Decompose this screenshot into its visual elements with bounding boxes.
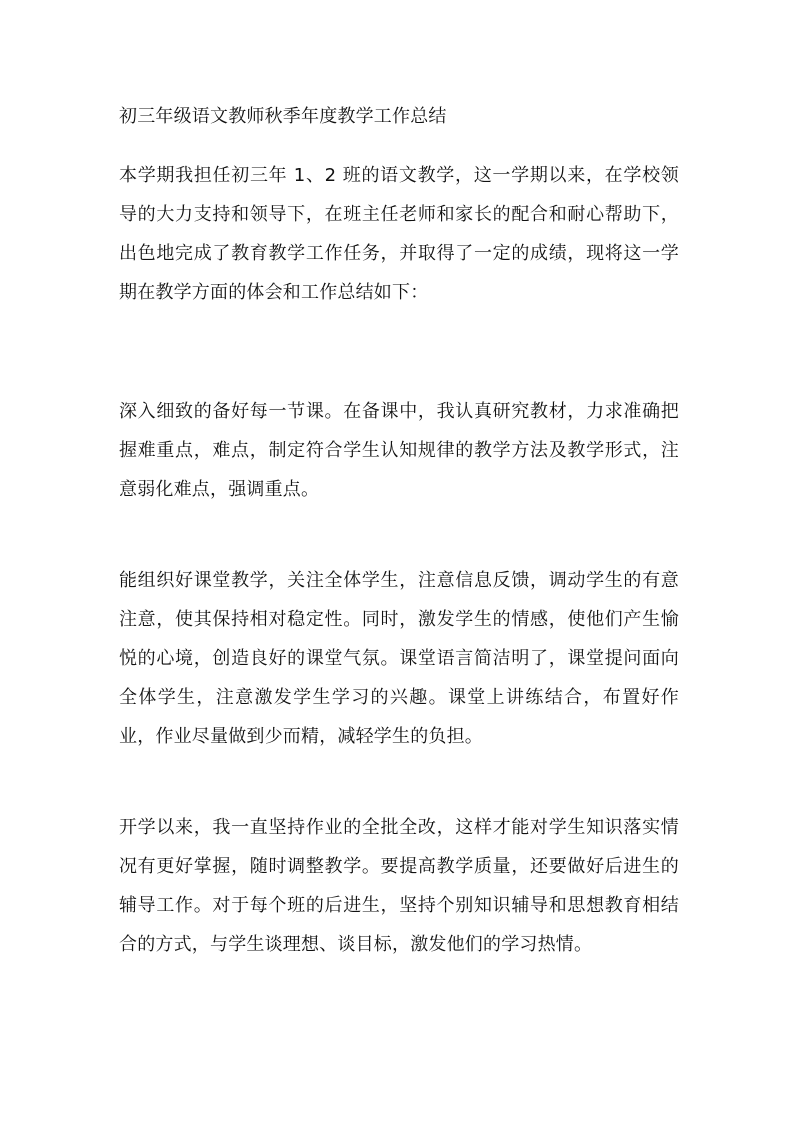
- paragraph-classroom-teaching: 能组织好课堂教学，关注全体学生，注意信息反馈，调动学生的有意注意，使其保持相对稳定性。同时，激发学生的情感，使他们产生愉悦的心境，创造良好的课堂气氛。课堂语言简洁明了，课堂提问面向全体学生，注意激发学生学习的兴趣。课堂上讲练结合，布置好作业，作业尽量做到少而精，减轻学生的负担。: [119, 570, 679, 747]
- paragraph-lesson-prep: 深入细致的备好每一节课。在备课中，我认真研究教材，力求准确把握难重点，难点，制定符合学生认知规律的教学方法及教学形式，注意弱化难点，强调重点。: [119, 401, 679, 500]
- paragraph-homework-tutoring: 开学以来，我一直坚持作业的全批全改，这样才能对学生知识落实情况有更好掌握，随时调整教学。要提高教学质量，还要做好后进生的辅导工作。对于每个班的后进生，坚持个别知识辅导和思想教育相结合的方式，与学生谈理想、谈目标，激发他们的学习热情。: [119, 817, 679, 955]
- paragraph-intro: 本学期我担任初三年 1、2 班的语文教学，这一学期以来，在学校领导的大力支持和领导下，在班主任老师和家长的配合和耐心帮助下，出色地完成了教育教学工作任务，并取得了一定的成绩，现将这一学期在教学方面的体会和工作总结如下：: [119, 165, 679, 303]
- document-title: 初三年级语文教师秋季年度教学工作总结: [119, 106, 447, 127]
